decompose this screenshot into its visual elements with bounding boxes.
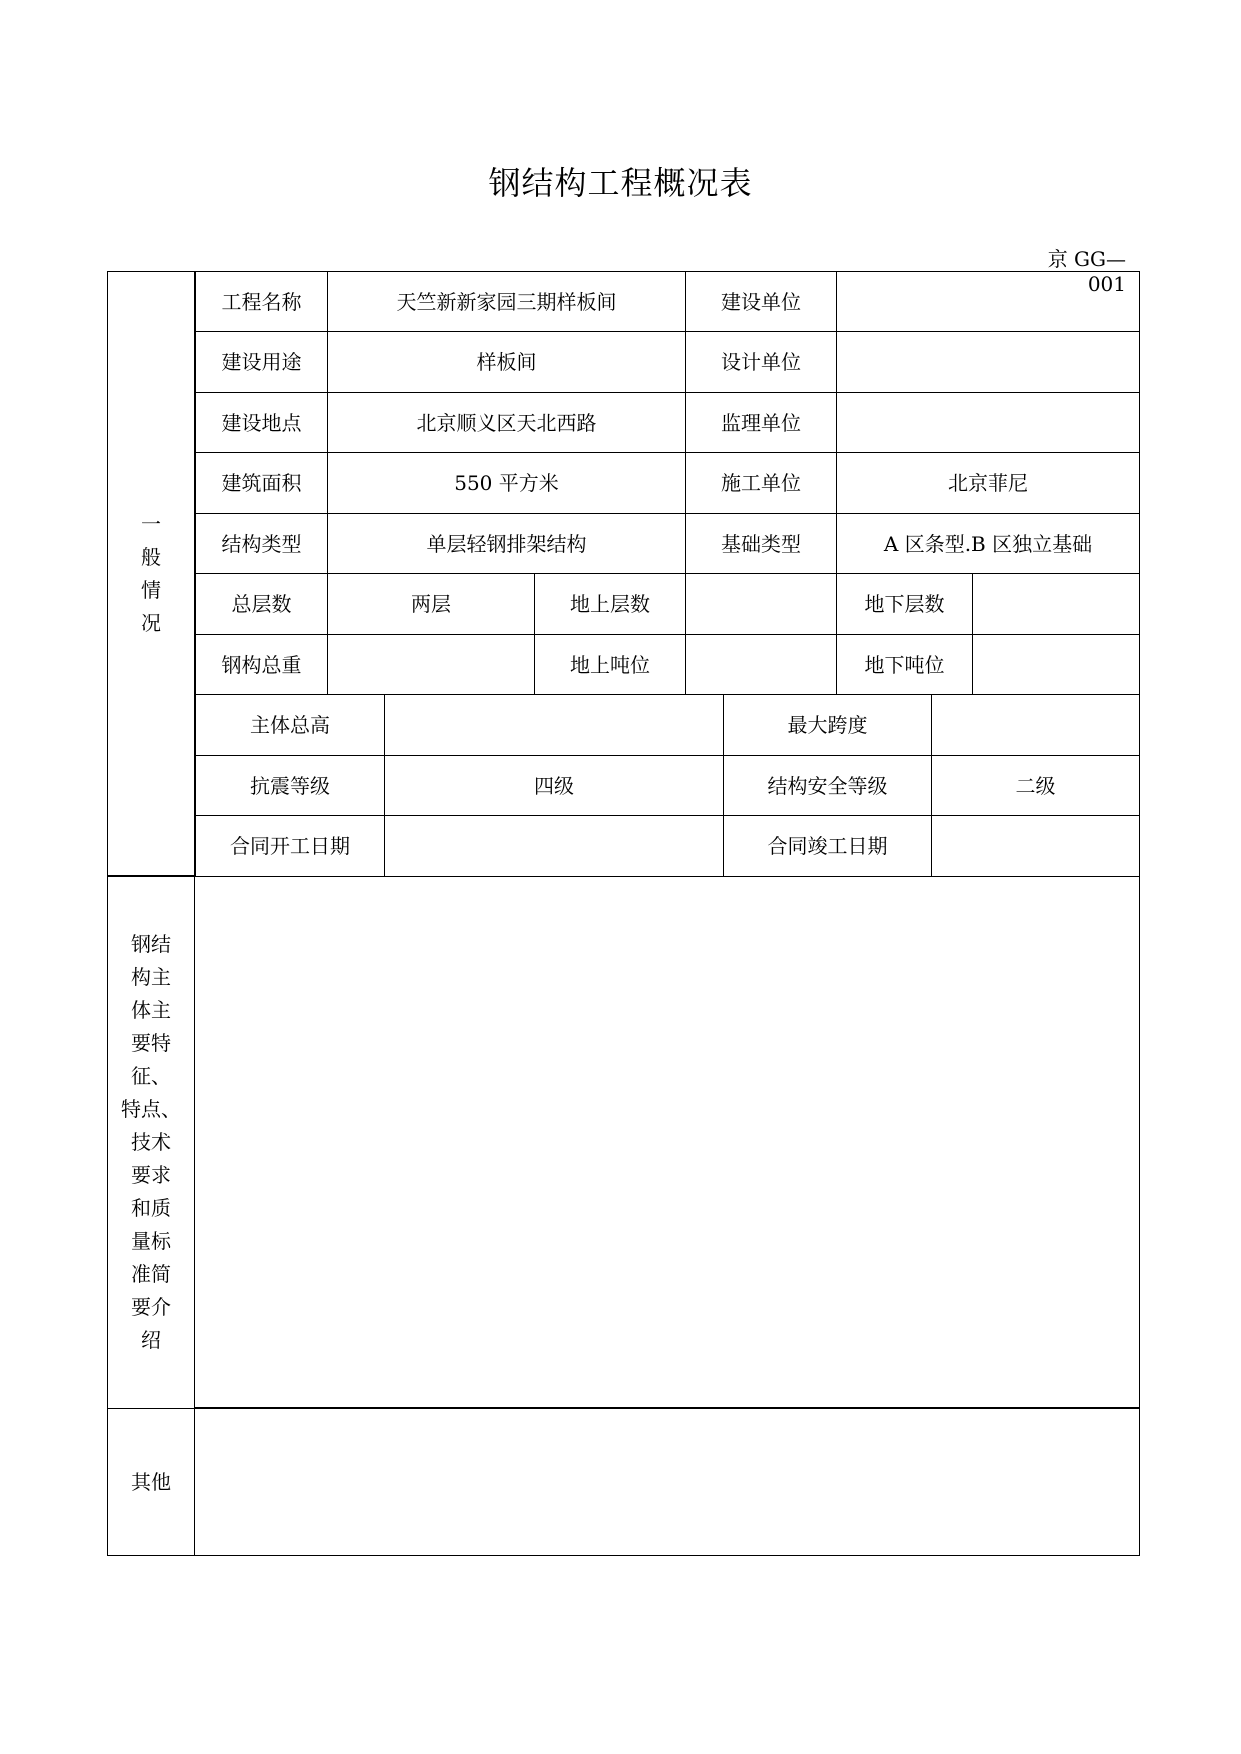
tonnage-below-value <box>972 634 1140 695</box>
safety-grade-value: 二级 <box>931 755 1140 816</box>
project-name-value: 天竺新新家园三期样板间 <box>327 271 686 332</box>
section-features-value <box>194 876 1140 1409</box>
owner-value <box>836 271 1140 332</box>
form-code: 京 GG—001 <box>1047 247 1126 296</box>
tonnage-below-label: 地下吨位 <box>836 634 973 695</box>
owner-label: 建设单位 <box>685 271 837 332</box>
location-label: 建设地点 <box>195 392 328 453</box>
max-span-label: 最大跨度 <box>723 694 932 756</box>
total-height-value <box>384 694 724 756</box>
page-title: 钢结构工程概况表 <box>488 164 753 202</box>
section-other-value <box>194 1408 1140 1556</box>
foundation-type-label: 基础类型 <box>685 513 837 574</box>
end-date-label: 合同竣工日期 <box>723 815 932 877</box>
project-name-label: 工程名称 <box>195 271 328 332</box>
tonnage-above-label: 地上吨位 <box>534 634 686 695</box>
floors-above-value <box>685 573 837 635</box>
floors-above-label: 地上层数 <box>534 573 686 635</box>
structure-type-label: 结构类型 <box>195 513 328 574</box>
supervisor-value <box>836 392 1140 453</box>
location-value: 北京顺义区天北西路 <box>327 392 686 453</box>
safety-grade-label: 结构安全等级 <box>723 755 932 816</box>
total-floors-value: 两层 <box>327 573 535 635</box>
area-value: 550 平方米 <box>327 452 686 514</box>
start-date-value <box>384 815 724 877</box>
section-other-label: 其他 <box>107 1408 195 1556</box>
floors-below-label: 地下层数 <box>836 573 973 635</box>
steel-weight-value <box>327 634 535 695</box>
designer-label: 设计单位 <box>685 331 837 393</box>
contractor-label: 施工单位 <box>685 452 837 514</box>
contractor-value: 北京菲尼 <box>836 452 1140 514</box>
seismic-grade-label: 抗震等级 <box>195 755 385 816</box>
structure-type-value: 单层轻钢排架结构 <box>327 513 686 574</box>
steel-weight-label: 钢构总重 <box>195 634 328 695</box>
foundation-type-value: A 区条型.B 区独立基础 <box>836 513 1140 574</box>
section-general-label: 一 般 情 况 <box>107 271 195 876</box>
floors-below-value <box>972 573 1140 635</box>
purpose-label: 建设用途 <box>195 331 328 393</box>
area-label: 建筑面积 <box>195 452 328 514</box>
max-span-value <box>931 694 1140 756</box>
supervisor-label: 监理单位 <box>685 392 837 453</box>
tonnage-above-value <box>685 634 837 695</box>
total-floors-label: 总层数 <box>195 573 328 635</box>
start-date-label: 合同开工日期 <box>195 815 385 877</box>
seismic-grade-value: 四级 <box>384 755 724 816</box>
section-features-label: 钢结 构主 体主 要特 征、 特点、 技术 要求 和质 量标 准简 要介 绍 <box>107 876 195 1409</box>
purpose-value: 样板间 <box>327 331 686 393</box>
end-date-value <box>931 815 1140 877</box>
total-height-label: 主体总高 <box>195 694 385 756</box>
designer-value <box>836 331 1140 393</box>
